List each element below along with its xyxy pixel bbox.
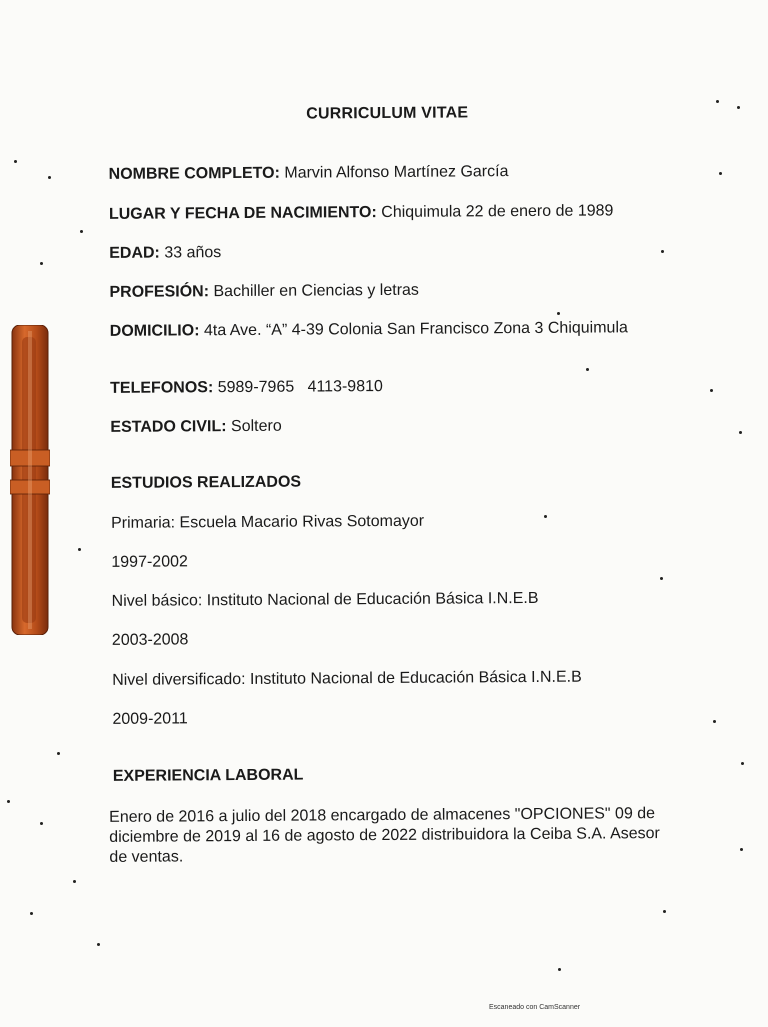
scan-speck bbox=[719, 172, 722, 175]
scan-speck bbox=[737, 106, 740, 109]
experience-text: Enero de 2016 a julio del 2018 encargado de almacenes "OPCIONES" 09 de diciembre de 2019 al 16 de agosto de 2022 distribuidora la Ceiba S.A. Asesor de ventas. bbox=[109, 805, 660, 866]
scan-speck bbox=[740, 848, 743, 851]
education-item: 2003-2008 bbox=[111, 631, 189, 649]
field-estado-civil-value: Soltero bbox=[230, 417, 282, 436]
field-profesion-label: PROFESIÓN: bbox=[109, 283, 210, 301]
scan-speck bbox=[14, 160, 17, 163]
education-item: Nivel diversificado: Instituto Nacional de Educación Básica I.N.E.B bbox=[112, 668, 582, 689]
scan-speck bbox=[48, 176, 51, 179]
scan-speck bbox=[558, 968, 561, 971]
field-edad-label: EDAD: bbox=[109, 244, 160, 262]
field-domicilio-value: 4ta Ave. “A” 4-39 Colonia San Francisco Zona 3 Chiquimula bbox=[203, 319, 628, 340]
field-telefonos bbox=[110, 377, 383, 399]
scan-speck bbox=[73, 880, 76, 883]
scan-speck bbox=[713, 720, 716, 723]
field-estado-civil bbox=[110, 417, 281, 438]
education-item: 2009-2011 bbox=[112, 710, 188, 728]
field-edad bbox=[109, 243, 221, 264]
field-telefonos-label: TELEFONOS: bbox=[110, 379, 214, 397]
camscanner-watermark: Escaneado con CamScanner bbox=[489, 1004, 581, 1011]
scan-speck bbox=[57, 752, 60, 755]
scan-speck bbox=[97, 943, 100, 946]
education-heading: ESTUDIOS REALIZADOS bbox=[110, 473, 302, 492]
experience-heading: EXPERIENCIA LABORAL bbox=[112, 766, 304, 785]
scan-speck bbox=[716, 100, 719, 103]
field-estado-civil-label: ESTADO CIVIL: bbox=[110, 418, 227, 436]
scan-speck bbox=[741, 762, 744, 765]
field-nombre-value: Marvin Alfonso Martínez García bbox=[284, 163, 509, 182]
scan-speck bbox=[78, 548, 81, 551]
education-item: Nivel básico: Instituto Nacional de Educación Básica I.N.E.B bbox=[111, 589, 539, 610]
scan-speck bbox=[544, 515, 547, 518]
education-item: Primaria: Escuela Macario Rivas Sotomayor bbox=[111, 512, 425, 532]
scan-speck bbox=[40, 822, 43, 825]
scan-speck bbox=[660, 577, 663, 580]
field-nacimiento-value: Chiquimula 22 de enero de 1989 bbox=[381, 202, 614, 222]
scan-speck bbox=[40, 262, 43, 265]
scan-speck bbox=[7, 800, 10, 803]
field-nacimiento-label: LUGAR Y FECHA DE NACIMIENTO: bbox=[108, 204, 377, 223]
field-nacimiento bbox=[109, 201, 614, 225]
scan-speck bbox=[739, 431, 742, 434]
scan-speck bbox=[586, 368, 589, 371]
field-domicilio bbox=[110, 318, 672, 342]
field-nombre bbox=[109, 162, 509, 185]
scan-speck bbox=[557, 312, 560, 315]
binder-clip-graphic bbox=[10, 325, 50, 635]
field-domicilio-label: DOMICILIO: bbox=[109, 322, 200, 340]
page-title: CURRICULUM VITAE bbox=[306, 104, 469, 123]
field-nombre-label: NOMBRE COMPLETO: bbox=[108, 164, 280, 183]
field-edad-value: 33 años bbox=[164, 244, 222, 262]
field-profesion bbox=[109, 281, 419, 303]
scan-speck bbox=[30, 912, 33, 915]
education-item: 1997-2002 bbox=[111, 553, 188, 571]
scan-speck bbox=[710, 389, 713, 392]
scan-speck bbox=[80, 230, 83, 233]
scan-speck bbox=[661, 250, 664, 253]
field-profesion-value: Bachiller en Ciencias y letras bbox=[213, 281, 419, 301]
field-telefonos-value: 5989-7965 4113-9810 bbox=[217, 378, 383, 397]
scan-speck bbox=[663, 910, 666, 913]
